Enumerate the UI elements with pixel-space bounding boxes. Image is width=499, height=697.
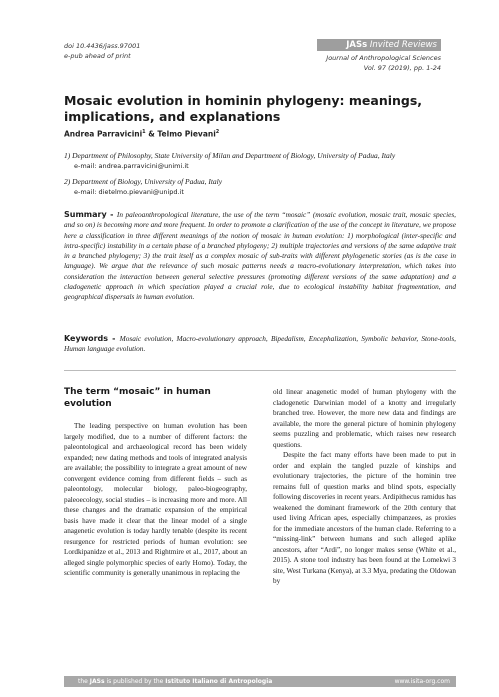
body-paragraph: Despite the fact many efforts have been made to put in order and explain the tangled puzzle of kinships and evolutionary trajectories, the picture of the hominin tree remains full of question marks and blind spots, especially following discoveries in recent years. Ardipithecus ramidus has weakened the dominant framework of the 20th century that used living African apes, especially chimpanzees, as proxies for the immediate ancestors of the human clade. Referring to a “missing-link” between humans and such alleged aplike ancestors, after “Ardi”, no longer makes sense (White et al., 2015). A stone tool industry has been found at the Lomekwi 3 site, West Turkana (Kenya), at 3.3 Mya, predating the Oldowan by (273, 451, 456, 585)
author-separator: & (145, 129, 158, 139)
footer-url[interactable]: www.isita-org.com (394, 678, 450, 685)
affiliation-1-text: 1) Department of Philosophy, State University of Milan and Department of Biology, University of Padua, Italy (64, 151, 396, 160)
author-2-sup: 2 (215, 129, 220, 135)
authors (64, 129, 219, 139)
author-1: Andrea Parravicini (64, 129, 143, 139)
article-title: Mosaic evolution in hominin phylogeny: meanings, implications, and explanations (64, 93, 423, 124)
journal-type: Invited Reviews (369, 40, 437, 50)
footer-prefix: the (78, 678, 90, 685)
keywords (64, 334, 456, 355)
summary (64, 210, 456, 303)
summary-label: Summary - (64, 210, 117, 219)
summary-text: In paleoanthropological literature, the use of the term “mosaic” (mosaic evolution, mosaic trait, mosaic species, and so on) is becoming more and more frequent. In order to promote a clarification of the use of the concept in literature, we propose here a classification in three different meanings of the notion of mosaic in human evolution: 1) morphological (inter-specific and intra-specific) instability in a certain phase of a branched phylogeny; 2) multiple trajectories and versions of the same adaptive trait in a branched phylogeny; 3) the trait itself as a complex mosaic of sub-traits with different phylogenetic stories (as is the case in language). We argue that the relevance of such mosaic patterns needs a macro-evolutionary interpretation, which takes into consideration the interaction between general selective pressures (promoting different versions of the same adaptation) and a cladogenetic approach in which speciation played a crucial role, due to ecological instability habitat fragmentation, and geographical dispersals in human evolution. (64, 210, 456, 302)
section-heading: The term “mosaic” in human evolution (64, 387, 211, 409)
journal-meta (326, 53, 441, 73)
journal-badge (317, 39, 441, 51)
affiliation-2 (64, 176, 454, 198)
author-1-sup: 1 (142, 129, 146, 135)
footer-bar (64, 676, 456, 687)
journal-name: Journal of Anthropological Sciences (326, 54, 441, 62)
affiliation-1-email[interactable]: e-mail: andrea.parravicini@unimi.it (74, 162, 189, 170)
doi-text[interactable]: doi 10.4436/jass.97001 (64, 42, 141, 50)
footer-mid: is published by the (104, 678, 166, 685)
body-paragraph: The leading perspective on human evolution has been largely modified, due to a number of different factors: the paleontological and archaeological record has been widely expanded; new dating methods and tools of integrated analysis are available; the possibility to integrate a great amount of new convergent evidence coming from different fields – such as paleontology, molecular biology, paleo-biogeography, paleoecology, social studies – is increasing more and more. All these changes and the dramatic expansion of the empirical basis have made it clear that the linear model of a single anagenetic evolution is today hardly tenable (despite its recent resurgence for restricted periods of human evolution: see Lordkipanidze et al., 2013 and Rightmire et al., 2017, about an alleged single polymorphic species of early Homo). Today, the scientific community is generally unanimous in replacing the (64, 422, 247, 577)
footer-journal: JASs (89, 678, 105, 685)
keywords-label: Keywords - (64, 334, 120, 343)
journal-abbr: JASs (346, 40, 368, 50)
keywords-text: Mosaic evolution, Macro-evolutionary approach, Bipedalism, Encephalization, Symbolic behavior, Stone-tools, Human language evolution. (64, 334, 456, 354)
body-column-right (273, 387, 456, 587)
epub-text: e-pub ahead of print (64, 52, 131, 60)
volume-pages: Vol. 97 (2019), pp. 1-24 (363, 64, 441, 72)
body-column-left (64, 387, 247, 579)
author-2: Telmo Pievani (157, 129, 216, 139)
affiliation-1 (64, 150, 454, 172)
body-paragraph: old linear anagenetic model of human phylogeny with the cladogenetic Darwinian model of a knotty and irregularly branched tree. However, the more new data and findings are available, the more the general picture of hominin phylogeny seems puzzling and problematic, which raises new research questions. (273, 388, 456, 449)
affiliation-2-text: 2) Department of Biology, University of Padua, Italy (64, 177, 223, 186)
affiliation-2-email[interactable]: e-mail: dietelmo.pievani@unipd.it (74, 188, 184, 196)
section-divider (64, 370, 456, 371)
footer-publisher (78, 676, 272, 687)
footer-publisher-name: Istituto Italiano di Antropologia (165, 678, 273, 685)
doi-block (64, 41, 140, 61)
